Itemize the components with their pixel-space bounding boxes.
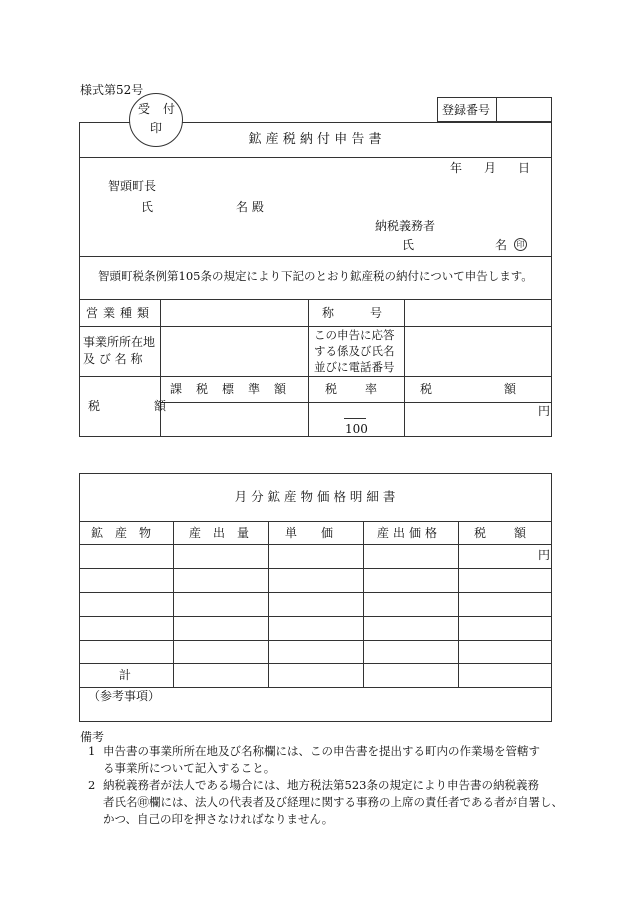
contact-label-line3: 並びに電話番号 — [314, 360, 395, 374]
header-output: 産出量 — [189, 526, 262, 540]
header-tax-amount: 税 額 — [474, 526, 535, 540]
note-2-number: 2 — [88, 778, 96, 792]
office-label-line1: 事業所所在地 — [83, 335, 156, 349]
form-number: 様式第52号 — [80, 83, 144, 97]
tax-rate-header: 税 率 — [325, 382, 386, 396]
declaration-text: 智頭町税条例第105条の規定により下記のとおり鉱産税の納付について申告します。 — [98, 269, 533, 283]
header-output-value: 産出価格 — [377, 526, 442, 540]
addressee-mayor: 智頭町長 — [108, 179, 157, 193]
contact-label-line2: する係及び氏名 — [314, 344, 395, 358]
office-field[interactable] — [161, 327, 308, 376]
business-type-label: 営業種類 — [86, 306, 155, 320]
registration-number-field[interactable] — [497, 98, 551, 121]
taxpayer-label: 納税義務者 — [375, 219, 436, 233]
contact-label-line1: この申告に応答 — [314, 328, 395, 342]
price-statement-table — [79, 473, 552, 722]
registration-label: 登録番号 — [442, 103, 491, 117]
note-2-line2: 者氏名㊞欄には、法人の代表者及び経理に関する事務の上席の責任者である者が自署し、 — [103, 795, 563, 809]
total-label: 計 — [119, 668, 132, 682]
rate-denominator: 100 — [345, 422, 368, 436]
tax-base-field[interactable] — [161, 403, 308, 436]
addressee-name-suffix: 名 殿 — [236, 200, 264, 214]
tax-base-header: 課税標準額 — [170, 382, 301, 396]
header-mineral: 鉱産物 — [91, 526, 164, 540]
trade-name-field[interactable] — [405, 300, 551, 326]
date-year: 年 — [450, 161, 463, 175]
tax-amount-field[interactable] — [405, 403, 551, 436]
date-month: 月 — [484, 161, 497, 175]
notes-heading: 備考 — [80, 730, 105, 744]
reference-label: （参考事項） — [88, 689, 161, 703]
taxpayer-name-suffix: 名 — [495, 238, 508, 252]
stamp-in: 印 — [150, 121, 163, 135]
note-2-line1: 納税義務者が法人である場合には、地方税法第523条の規定により申告書の納税義務 — [103, 778, 539, 792]
note-1-line2: る事業所について記入すること。 — [103, 761, 276, 775]
date-day: 日 — [518, 161, 531, 175]
tax-amount-row-label: 税 額 — [88, 399, 177, 413]
header-unit-price: 単 価 — [285, 526, 340, 540]
rate-fraction-line — [344, 418, 366, 419]
office-label-line2: 及 び 名 称 — [83, 352, 143, 366]
business-type-field[interactable] — [161, 300, 308, 326]
trade-name-label: 称 号 — [322, 306, 387, 320]
tax-amount-yen: 円 — [538, 404, 551, 418]
tax-amount-header: 税 額 — [420, 382, 533, 396]
contact-field[interactable] — [405, 327, 551, 376]
stamp-uke: 受 — [138, 102, 151, 116]
statement-title: 月 分 鉱 産 物 価 格 明 細 書 — [234, 489, 396, 504]
note-1-line1: 申告書の事業所所在地及び名称欄には、この申告書を提出する町内の作業場を管轄す — [103, 744, 540, 758]
note-2-line3: かつ、自己の印を押さなければなりません。 — [103, 812, 334, 826]
table2-yen: 円 — [538, 548, 551, 562]
stamp-tsuki: 付 — [163, 102, 176, 116]
form-title: 鉱 産 税 納 付 申 告 書 — [248, 132, 382, 147]
note-1-number: 1 — [88, 744, 96, 758]
taxpayer-name-prefix: 氏 — [402, 238, 415, 252]
addressee-name-prefix: 氏 — [141, 200, 154, 214]
seal-mark: 印 — [514, 238, 527, 251]
